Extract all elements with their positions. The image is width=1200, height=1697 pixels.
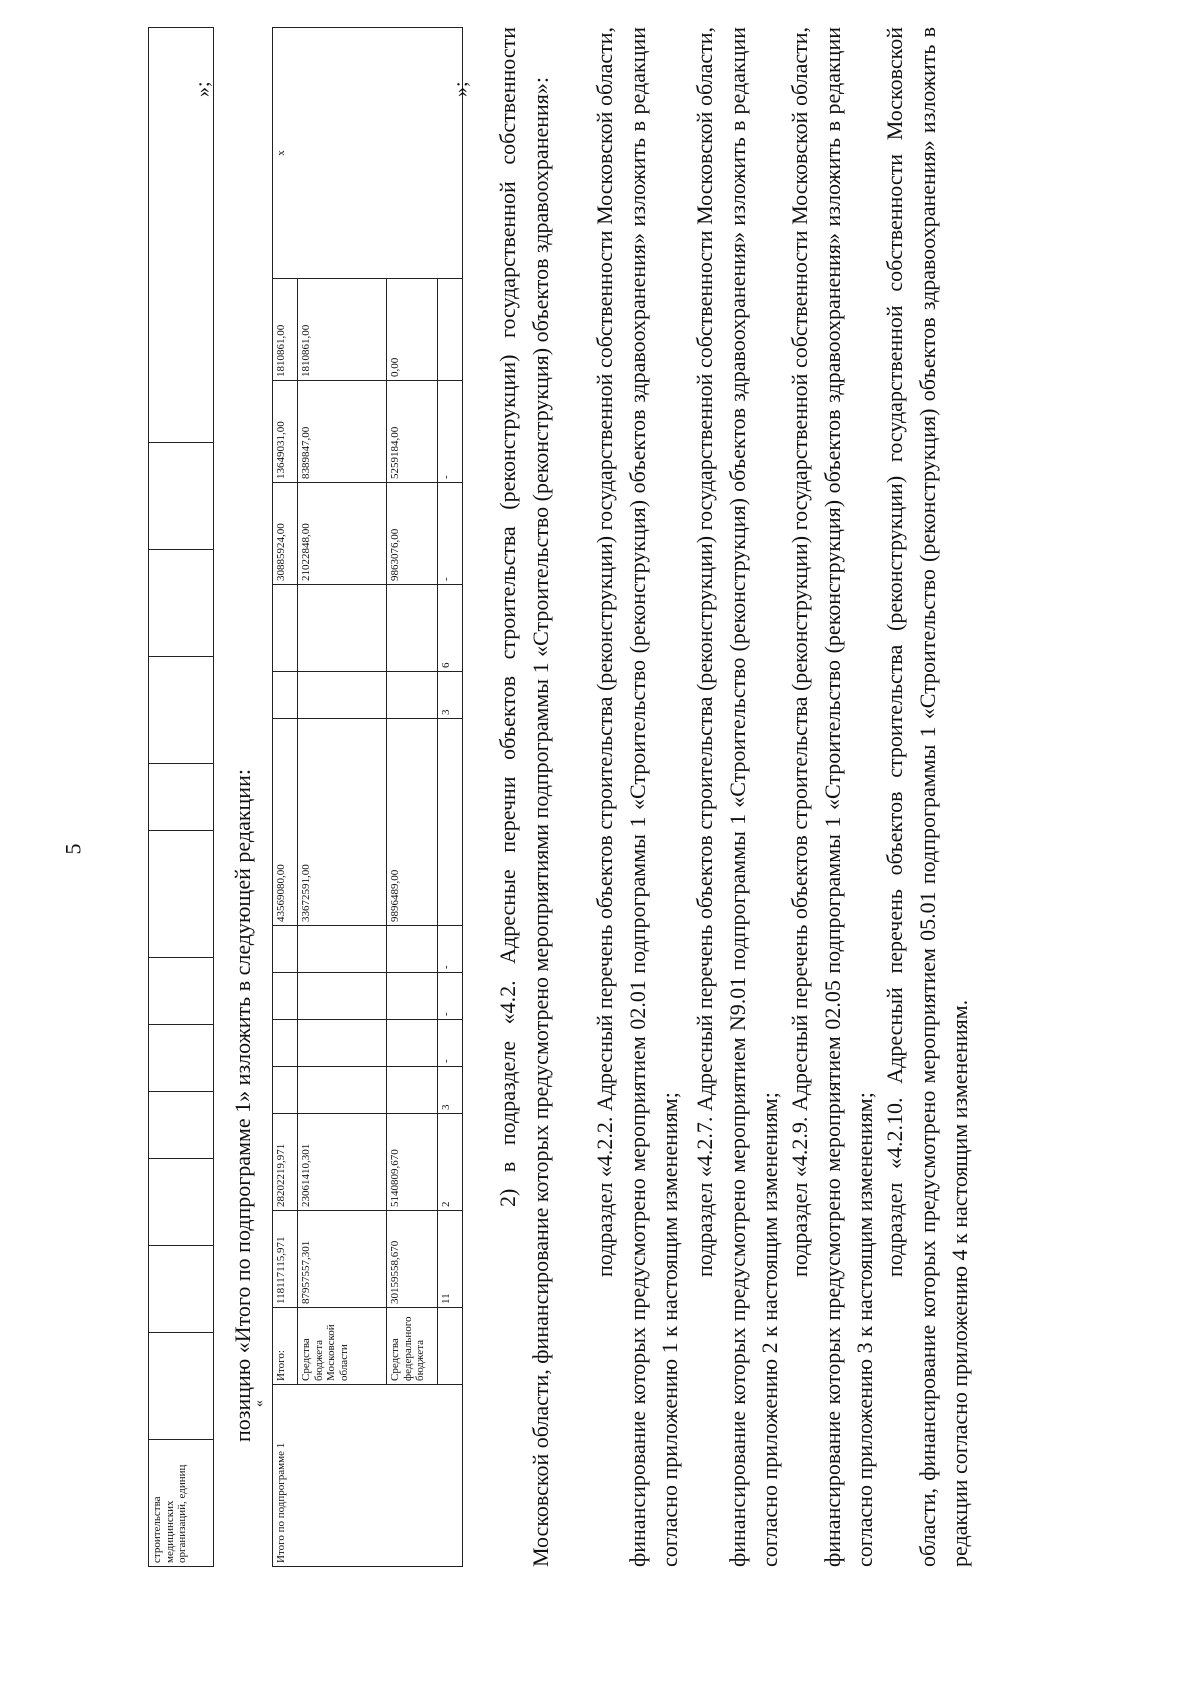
table-cell xyxy=(149,1159,214,1246)
table-cell: 2 xyxy=(438,1114,463,1211)
table-cell: 13649031,00 xyxy=(273,381,298,483)
table-cell xyxy=(149,764,214,831)
table-cell: 11 xyxy=(438,1211,463,1308)
table-row xyxy=(149,28,214,1567)
table-cell xyxy=(273,672,298,719)
lead-line: позицию «Итого по подпрограмме 1» изложить в следующей редакции: xyxy=(230,769,255,1442)
table-cell: - xyxy=(438,483,463,585)
table-cell xyxy=(298,1020,387,1067)
table-cell xyxy=(387,973,438,1020)
table-cell: 9863076,00 xyxy=(387,483,438,585)
table-cell: 0,00 xyxy=(387,279,438,381)
table-cell xyxy=(149,1333,214,1440)
table-cell xyxy=(149,657,214,764)
table-cell: 87957557,301 xyxy=(298,1211,387,1308)
table-cell xyxy=(273,1067,298,1114)
subtotal-table xyxy=(272,27,463,1567)
table-cell xyxy=(273,926,298,973)
table-cell xyxy=(273,973,298,1020)
table-cell xyxy=(149,958,214,1025)
table-cell xyxy=(298,1067,387,1114)
page-number: 5 xyxy=(60,843,86,855)
paragraph: подраздел «4.2.2. Адресный перечень объектов строительства (реконструкции) государственной собственности Московской области, финансирование которых предусмотрено мероприятием 02.01 подпрограммы 1 «Строительство (реконструкция) объектов здравоохранения» изложить в редакции согласно приложению 1 к настоящим изменениям; xyxy=(592,27,682,1567)
table-cell xyxy=(298,926,387,973)
closing-quote: »; xyxy=(450,81,472,97)
table-cell: 1810861,00 xyxy=(298,279,387,381)
table-cell: 6 xyxy=(438,585,463,672)
table-cell xyxy=(298,973,387,1020)
table-cell: 21022848,00 xyxy=(298,483,387,585)
table-cell: 5140809,670 xyxy=(387,1114,438,1211)
table-cell: 3 xyxy=(438,1067,463,1114)
table-cell: 5259184,00 xyxy=(387,381,438,483)
paragraph: подраздел «4.2.9. Адресный перечень объектов строительства (реконструкции) государственной собственности Московской области, финансирование которых предусмотрено мероприятием 02.05 подпрограммы 1 «Строительство (реконструкция) объектов здравоохранения» изложить в редакции согласно приложению 3 к настоящим изменениям; xyxy=(787,27,877,1567)
table-cell xyxy=(387,672,438,719)
table-cell: 33672591,00 xyxy=(298,719,387,926)
table-cell xyxy=(273,1020,298,1067)
table-cell: 30159558,670 xyxy=(387,1211,438,1308)
table-cell xyxy=(438,279,463,381)
table-cell: Средства бюджета Московской области xyxy=(298,1308,387,1385)
table-cell xyxy=(149,1025,214,1092)
table-cell xyxy=(273,585,298,672)
table-cell xyxy=(387,1067,438,1114)
table-cell: 30885924,00 xyxy=(273,483,298,585)
table-cell: строительства медицинских организаций, единиц xyxy=(149,1440,214,1567)
table-cell xyxy=(149,1092,214,1159)
table-cell: - xyxy=(438,973,463,1020)
row-heading: Итого по подпрограмме 1 xyxy=(273,1385,463,1567)
table-cell xyxy=(387,926,438,973)
table-cell xyxy=(438,719,463,926)
table-cell: 3 xyxy=(438,672,463,719)
table-cell xyxy=(438,1308,463,1385)
table-cell: 1810861,00 xyxy=(273,279,298,381)
closing-quote: »; xyxy=(192,81,214,97)
table-cell: - xyxy=(438,926,463,973)
table-cell: - xyxy=(438,381,463,483)
paragraph: подраздел «4.2.10. Адресный перечень объектов строительства (реконструкции) государственной собственности Московской области, финансирование которых предусмотрено мероприятием 05.01 подпрограммы 1 «Строительство (реконструкция) объектов здравоохранения» изложить в редакции согласно приложению 4 к настоящим изменениям. xyxy=(882,27,972,1567)
table-cell xyxy=(298,672,387,719)
table-cell: 43569080,00 xyxy=(273,719,298,926)
table-cell: 8389847,00 xyxy=(298,381,387,483)
table-row xyxy=(273,28,298,1567)
x-mark-cell: x xyxy=(273,28,463,279)
top-table-fragment xyxy=(148,27,214,1567)
table-cell xyxy=(387,1020,438,1067)
paragraph: подраздел «4.2.7. Адресный перечень объектов строительства (реконструкции) государственной собственности Московской области, финансирование которых предусмотрено мероприятием N9.01 подпрограммы 1 «Строительство (реконструкция) объектов здравоохранения» изложить в редакции согласно приложению 2 к настоящим изменениям; xyxy=(692,27,782,1567)
table-cell xyxy=(298,585,387,672)
opening-quote: « xyxy=(252,1400,267,1407)
table-cell: 118117115,971 xyxy=(273,1211,298,1308)
table-cell: Итого: xyxy=(273,1308,298,1385)
table-cell xyxy=(149,1246,214,1333)
table-cell xyxy=(149,443,214,550)
table-cell xyxy=(149,831,214,958)
paragraph: 2) в подразделе «4.2. Адресные перечни объектов строительства (реконструкции) государственной собственности Московской области, финансирование которых предусмотрено мероприятиями подпрограммы 1 «Строительство (реконструкция) объектов здравоохранения»: xyxy=(495,27,553,1567)
table-cell: 23061410,301 xyxy=(298,1114,387,1211)
table-cell: Средства федерального бюджета xyxy=(387,1308,438,1385)
table-cell xyxy=(387,585,438,672)
table-cell xyxy=(149,550,214,657)
table-cell: 9896489,00 xyxy=(387,719,438,926)
table-cell: 28202219,971 xyxy=(273,1114,298,1211)
table-cell: - xyxy=(438,1020,463,1067)
